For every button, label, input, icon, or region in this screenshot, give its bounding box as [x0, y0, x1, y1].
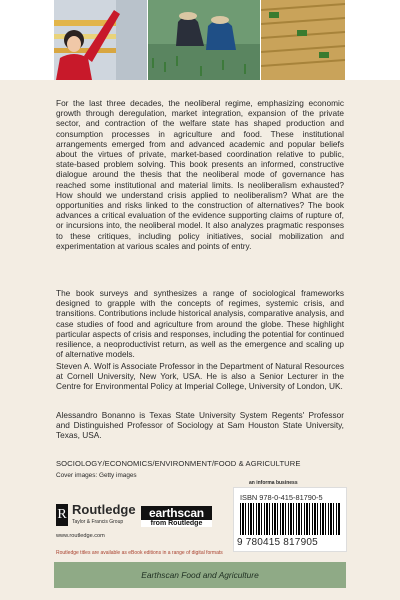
combine-harvester-field-photo [261, 0, 345, 80]
earthscan-name: earthscan [149, 506, 204, 520]
ebook-availability-note: Routledge titles are available as eBook editions in a range of digital formats [56, 550, 223, 556]
isbn-barcode-box [233, 487, 347, 552]
rice-field-workers-photo [148, 0, 260, 80]
informa-label: an informa business [249, 480, 298, 486]
routledge-group: Taylor & Francis Group [72, 519, 124, 525]
earthscan-sub: from Routledge [141, 520, 212, 527]
routledge-name: Routledge [72, 502, 136, 517]
cover-image-credit: Cover images: Getty images [56, 472, 137, 479]
series-title: Earthscan Food and Agriculture [141, 570, 259, 580]
subject-categories: SOCIOLOGY/ECONOMICS/ENVIRONMENT/FOOD & AGRICULTURE [56, 459, 301, 468]
routledge-r-icon: R [56, 504, 68, 526]
barcode-graphic [240, 503, 340, 535]
cover-photo-strip [0, 0, 400, 80]
description-paragraph-1: For the last three decades, the neoliberal regime, emphasizing economic growth through deregulation, market integration, expansion of the private sector, and contraction of the welfare state has shaped production and consumption processes in agriculture and food. These institutional arrangements emerged from and advanced academic and popular beliefs about the virtues of private, market-based coordination relative to public, state-based problem solving. This book presents an informed, constructive dialogue around the thesis that the neoliberal mode of governance has reached some institutional and material limits. Is neoliberalism exhausted? How should we understand crisis applied to neoliberalism? What are the opportunities and risks linked to the construction of alternatives? The book advances a critical evaluation of the evidence supporting claims of rupture of, or incursions into, the neoliberal model. It also analyzes pragmatic responses to these critiques, including policy initiatives, social mobilization and experimentation at various scales and points of entry. [56, 98, 344, 251]
barcode-digits: 9 780415 817905 [237, 537, 318, 548]
author-bio-wolf: Steven A. Wolf is Associate Professor in the Department of Natural Resources at Cornell University, New York, USA. He is also a Senior Lecturer in the Centre for Environmental Policy at Imperial College, University of London, UK. [56, 361, 344, 392]
supermarket-shopper-photo [54, 0, 147, 80]
earthscan-logo [141, 506, 212, 527]
routledge-logo [56, 500, 146, 538]
routledge-url: www.routledge.com [56, 533, 105, 539]
isbn-number: ISBN 978-0-415-81790-5 [240, 493, 323, 502]
author-bio-bonanno: Alessandro Bonanno is Texas State University System Regents' Professor and Distinguished Professor of Sociology at Sam Houston State University, Texas, USA. [56, 410, 344, 441]
description-paragraph-2: The book surveys and synthesizes a range of sociological frameworks designed to grapple with the concepts of regimes, systemic crisis, and transitions. Contributions include historical analysis, comparative analysis, and case studies of food and agriculture from around the globe. These highlight particular aspects of crisis and responses, including the potential for continued resilience, a neoproductivist return, as well as the emergence and scaling up of alternative models. [56, 288, 344, 360]
series-band [54, 562, 346, 588]
